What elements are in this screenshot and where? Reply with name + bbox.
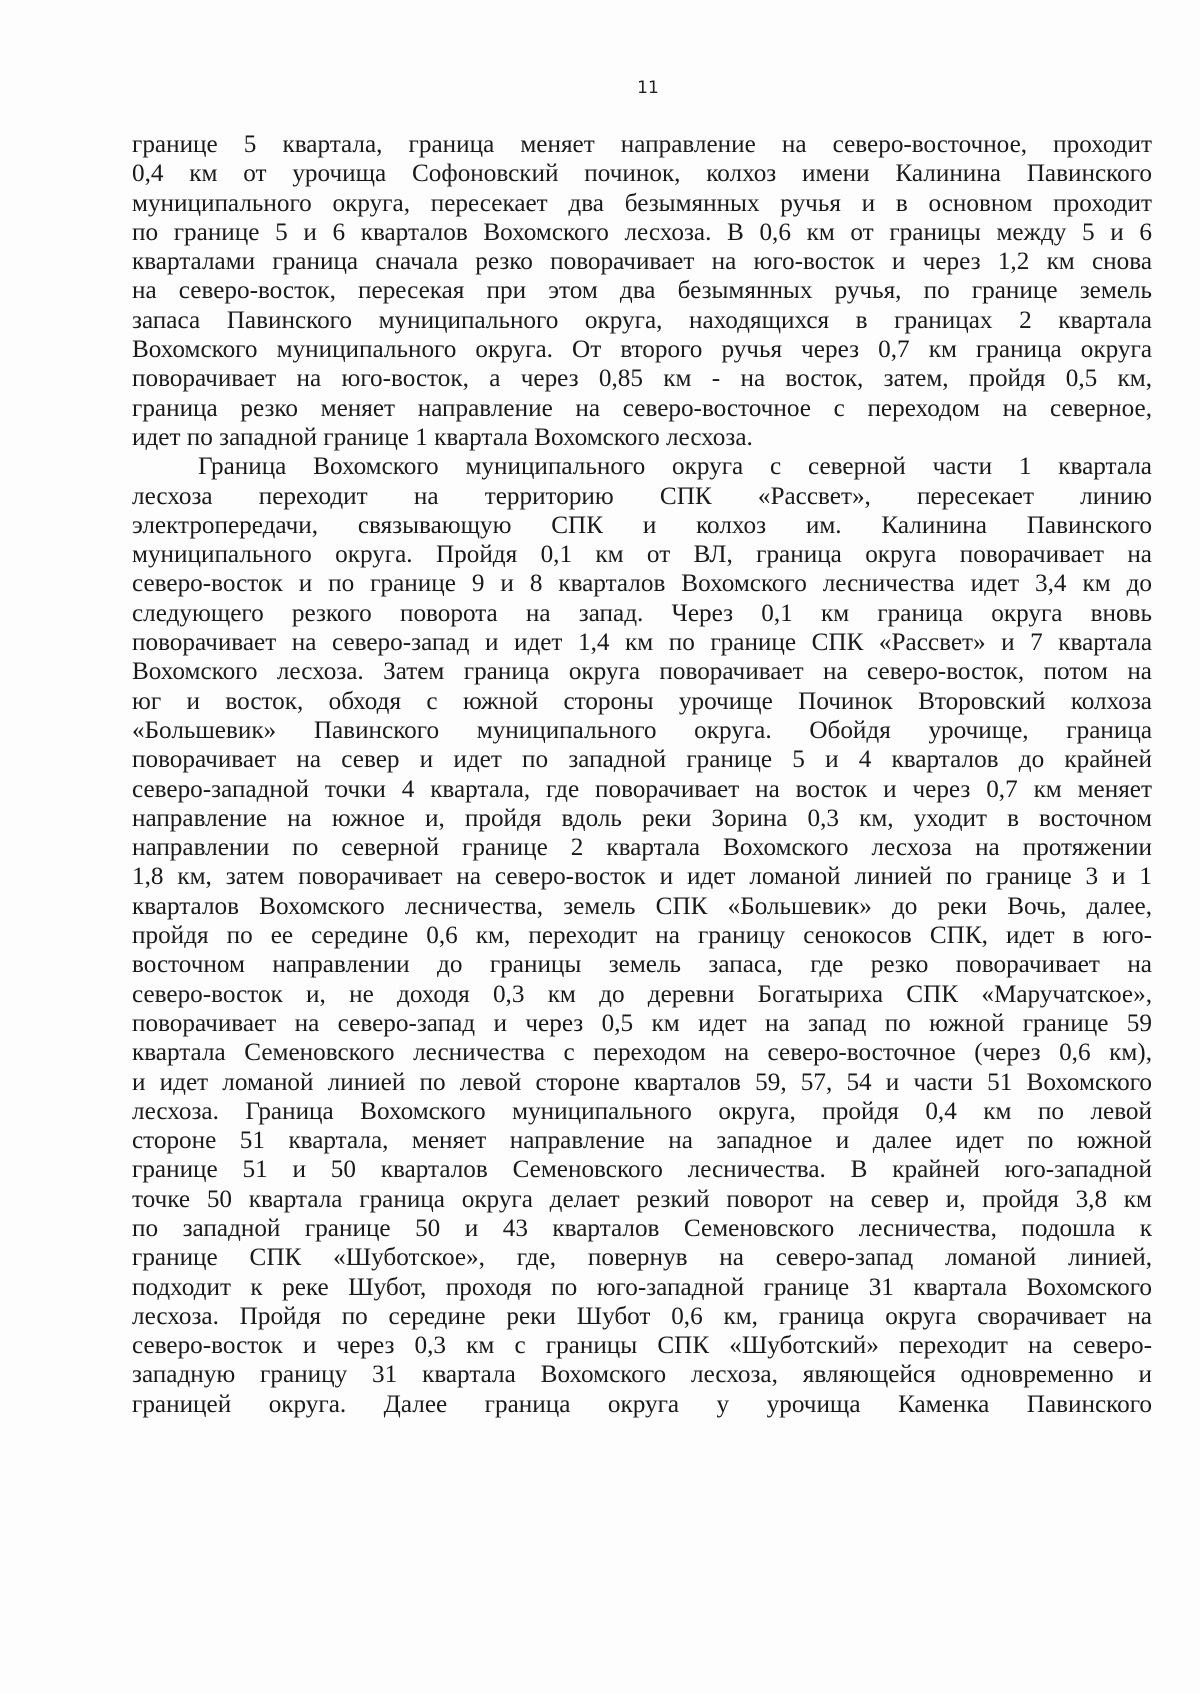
page-number: 11 (637, 78, 659, 98)
text-line: по границе 5 и 6 кварталов Вохомского лесхоза. В 0,6 км от границы между 5 и 6 (132, 218, 1152, 246)
text-line: направление на южное и, пройдя вдоль реки Зорина 0,3 км, уходит в восточном (132, 804, 1152, 832)
text-line: муниципального округа, пересекает два безымянных ручья и в основном проходит (132, 189, 1152, 217)
text-line: восточном направлении до границы земель запаса, где резко поворачивает на (132, 951, 1152, 979)
text-line: границей округа. Далее граница округа у урочища Каменка Павинского (132, 1390, 1152, 1418)
text-line: на северо-восток, пересекая при этом два безымянных ручья, по границе земель (132, 277, 1152, 305)
text-line: по западной границе 50 и 43 кварталов Семеновского лесничества, подошла к (132, 1214, 1152, 1242)
text-line: подходит к реке Шубот, проходя по юго-западной границе 31 квартала Вохомского (132, 1273, 1152, 1301)
text-line: лесхоза переходит на территорию СПК «Рассвет», пересекает линию (132, 482, 1152, 510)
text-line: границе СПК «Шуботское», где, повернув на северо-запад ломаной линией, (132, 1244, 1152, 1272)
text-line: лесхоза. Пройдя по середине реки Шубот 0,6 км, граница округа сворачивает на (132, 1302, 1152, 1330)
text-line: западную границу 31 квартала Вохомского лесхоза, являющейся одновременно и (132, 1361, 1152, 1389)
text-line: границе 5 квартала, граница меняет направление на северо-восточное, проходит (132, 131, 1152, 158)
text-line: поворачивает на север и идет по западной границе 5 и 4 кварталов до крайней (132, 746, 1152, 774)
text-line: электропередачи, связывающую СПК и колхоз им. Калинина Павинского (132, 511, 1152, 539)
text-line: поворачивает на северо-запад и через 0,5 км идет на запад по южной границе 59 (132, 1009, 1152, 1037)
text-line: кварталами граница сначала резко поворачивает на юго-восток и через 1,2 км снова (132, 248, 1152, 276)
text-line: поворачивает на юго-восток, а через 0,85 км - на восток, затем, пройдя 0,5 км, (132, 365, 1152, 393)
text-line: 0,4 км от урочища Софоновский починок, колхоз имени Калинина Павинского (132, 160, 1152, 188)
text-line: юг и восток, обходя с южной стороны урочище Починок Второвский колхоза (132, 687, 1152, 715)
text-line: запаса Павинского муниципального округа, находящихся в границах 2 квартала (132, 306, 1152, 334)
text-line: граница резко меняет направление на северо-восточное с переходом на северное, (132, 394, 1152, 422)
text-line: Вохомского лесхоза. Затем граница округа поворачивает на северо-восток, потом на (132, 658, 1152, 686)
text-line: точке 50 квартала граница округа делает резкий поворот на север и, пройдя 3,8 км (132, 1185, 1152, 1213)
text-line: квартала Семеновского лесничества с переходом на северо-восточное (через 0,6 км), (132, 1039, 1152, 1067)
text-line: поворачивает на северо-запад и идет 1,4 км по границе СПК «Рассвет» и 7 квартала (132, 629, 1152, 657)
text-line: северо-восток и, не доходя 0,3 км до деревни Богатыриха СПК «Маручатское», (132, 980, 1152, 1008)
text-line: муниципального округа. Пройдя 0,1 км от ВЛ, граница округа поворачивает на (132, 541, 1152, 569)
text-line: пройдя по ее середине 0,6 км, переходит на границу сенокосов СПК, идет в юго- (132, 922, 1152, 950)
text-line: «Большевик» Павинского муниципального округа. Обойдя урочище, граница (132, 716, 1152, 744)
text-line: кварталов Вохомского лесничества, земель СПК «Большевик» до реки Вочь, далее, (132, 892, 1152, 920)
text-line: Вохомского муниципального округа. От второго ручья через 0,7 км граница округа (132, 336, 1152, 364)
text-line: границе 51 и 50 кварталов Семеновского лесничества. В крайней юго-западной (132, 1156, 1152, 1184)
text-line: направлении по северной границе 2 квартала Вохомского лесхоза на протяжении (132, 834, 1152, 862)
text-line: и идет ломаной линией по левой стороне кварталов 59, 57, 54 и части 51 Вохомского (132, 1068, 1152, 1096)
text-line: северо-западной точки 4 квартала, где поворачивает на восток и через 0,7 км меняет (132, 775, 1152, 803)
text-line: северо-восток и через 0,3 км с границы СПК «Шуботский» переходит на северо- (132, 1332, 1152, 1360)
text-line: северо-восток и по границе 9 и 8 кварталов Вохомского лесничества идет 3,4 км до (132, 570, 1152, 598)
text-line: 1,8 км, затем поворачивает на северо-восток и идет ломаной линией по границе 3 и 1 (132, 863, 1152, 891)
text-line: следующего резкого поворота на запад. Через 0,1 км граница округа вновь (132, 599, 1152, 627)
text-line: идет по западной границе 1 квартала Вохомского лесхоза. (132, 423, 753, 451)
text-line: стороне 51 квартала, меняет направление на западное и далее идет по южной (132, 1127, 1152, 1155)
text-line: лесхоза. Граница Вохомского муниципального округа, пройдя 0,4 км по левой (132, 1097, 1152, 1125)
text-line: Граница Вохомского муниципального округа с северной части 1 квартала (198, 453, 1152, 481)
body-text (132, 130, 1152, 1419)
